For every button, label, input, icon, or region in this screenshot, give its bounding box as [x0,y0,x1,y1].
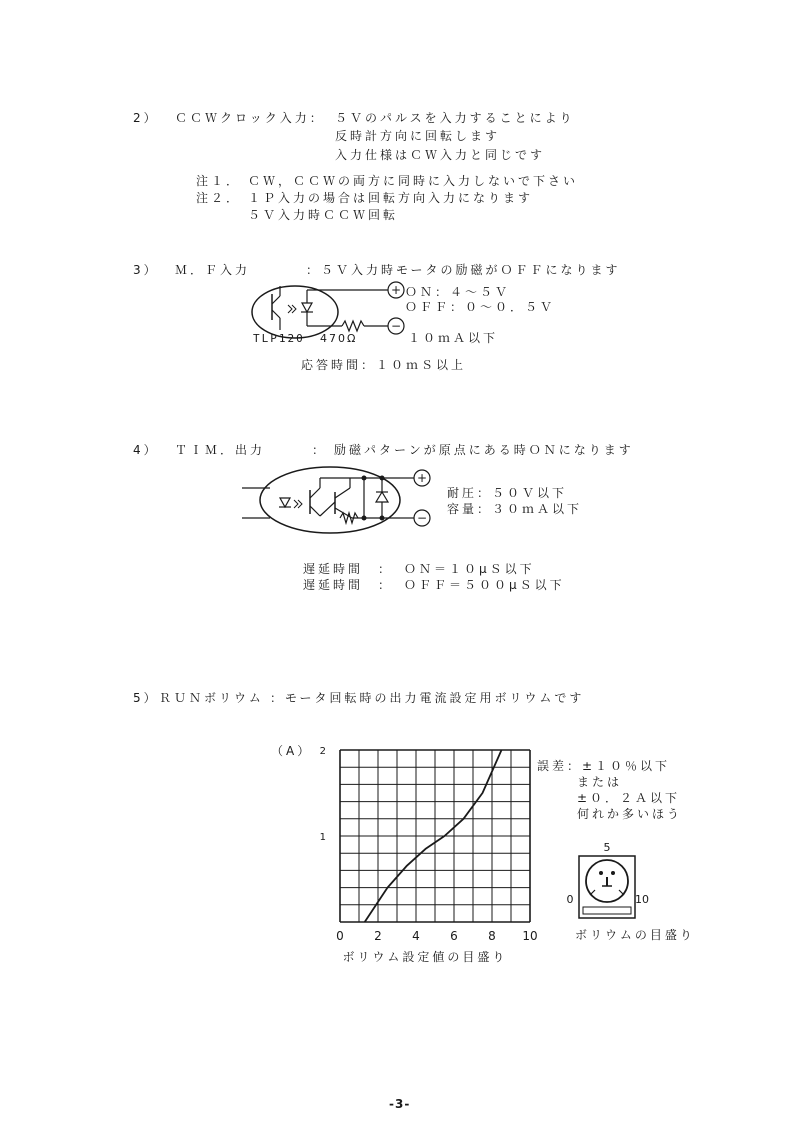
photocoupler-outline [252,286,338,338]
x-tick-label: 8 [488,929,496,943]
plus-sign: + [390,283,402,297]
sec4-number: 4） [133,443,159,457]
sec3-part-number: TLP120 [253,332,305,345]
x-tick-label: 10 [522,929,538,943]
sec3-current: １０ｍＡ以下 [408,331,499,345]
sec4-label: ＴＩＭ．出力 [175,443,266,457]
sec2-note2-tag: 注２． [196,191,242,205]
sec3-off-level: ＯＦＦ：０～０．５Ｖ [405,300,556,314]
sec4-desc: 励磁パターンが原点にある時ＯＮになります [334,443,634,457]
knob-label-left: 0 [566,893,574,906]
tim-output-circuit [240,462,440,540]
sec3-on-level: ＯＮ：４～５Ｖ [405,285,511,299]
sec5-label: ＲＵＮボリウム [159,691,264,705]
sec2-desc-2: 反時計方向に回転します [335,129,501,143]
sec4-delay1-colon: ： [378,562,394,576]
sec2-note3-text: ５Ｖ入力時ＣＣＷ回転 [248,208,399,222]
knob-caption: ボリウムの目盛り [575,928,695,942]
sec3-desc: ：５Ｖ入力時モータの励磁がＯＦＦになります [306,263,621,277]
sec4-delay2-value: ＯＦＦ＝５００μＳ以下 [404,578,565,592]
plus-sign: + [416,471,428,485]
minus-sign: − [390,319,402,333]
x-tick-label: 6 [450,929,458,943]
sec3-label: Ｍ．Ｆ入力 [175,263,251,277]
sec5-desc: ：モータ回転時の出力電流設定用ボリウムです [270,691,585,705]
sec2-note1-tag: 注１． [196,174,242,188]
page-number: -3- [389,1097,411,1111]
x-axis-label: ボリウム設定値の目盛り [342,950,508,964]
sec2-note1-text: ＣＷ，ＣＣＷの両方に同時に入力しないで下さい [248,174,579,188]
sec4-capacity: 容量：３０ｍＡ以下 [447,502,583,516]
x-tick-label: 0 [336,929,344,943]
tolerance-line-3: ±０．２Ａ以下 [577,791,681,805]
sec3-response: 応答時間：１０ｍＳ以上 [301,358,467,372]
chart-label: （A） [271,744,313,758]
tolerance-line-1: 誤差：±１０％以下 [537,759,671,773]
sec5-number: 5） [133,691,159,705]
sec4-delay2-label: 遅延時間 [303,578,364,592]
sec2-desc-3: 入力仕様はＣＷ入力と同じです [335,148,546,162]
current-setting-chart [300,740,560,965]
y-tick-label: 1 [319,832,326,843]
knob-label-right: 10 [635,893,649,906]
sec4-colon: ： [312,443,328,457]
sec4-delay1-label: 遅延時間 [303,562,364,576]
sec4-voltage: 耐圧：５０Ｖ以下 [447,486,568,500]
sec2-number: 2） [133,111,159,125]
sec2-desc-1: ５Ｖのパルスを入力することにより [335,111,575,125]
sec2-note2-text: １Ｐ入力の場合は回転方向入力になります [248,191,534,205]
minus-sign: − [416,511,428,525]
y-tick-label: 2 [319,746,326,757]
tolerance-line-2: または [577,775,623,789]
x-tick-label: 2 [374,929,382,943]
x-tick-label: 4 [412,929,420,943]
sec3-number: 3） [133,263,159,277]
tolerance-line-4: 何れか多いほう [577,807,683,821]
volume-knob-diagram [566,838,688,922]
sec2-label: ＣＣＷクロック入力： [175,111,325,125]
sec3-resistor-value: 470Ω [320,332,358,345]
knob-label-top: 5 [603,841,611,854]
sec4-delay1-value: ＯＮ＝１０μＳ以下 [404,562,535,576]
sec4-delay2-colon: ： [378,578,394,592]
